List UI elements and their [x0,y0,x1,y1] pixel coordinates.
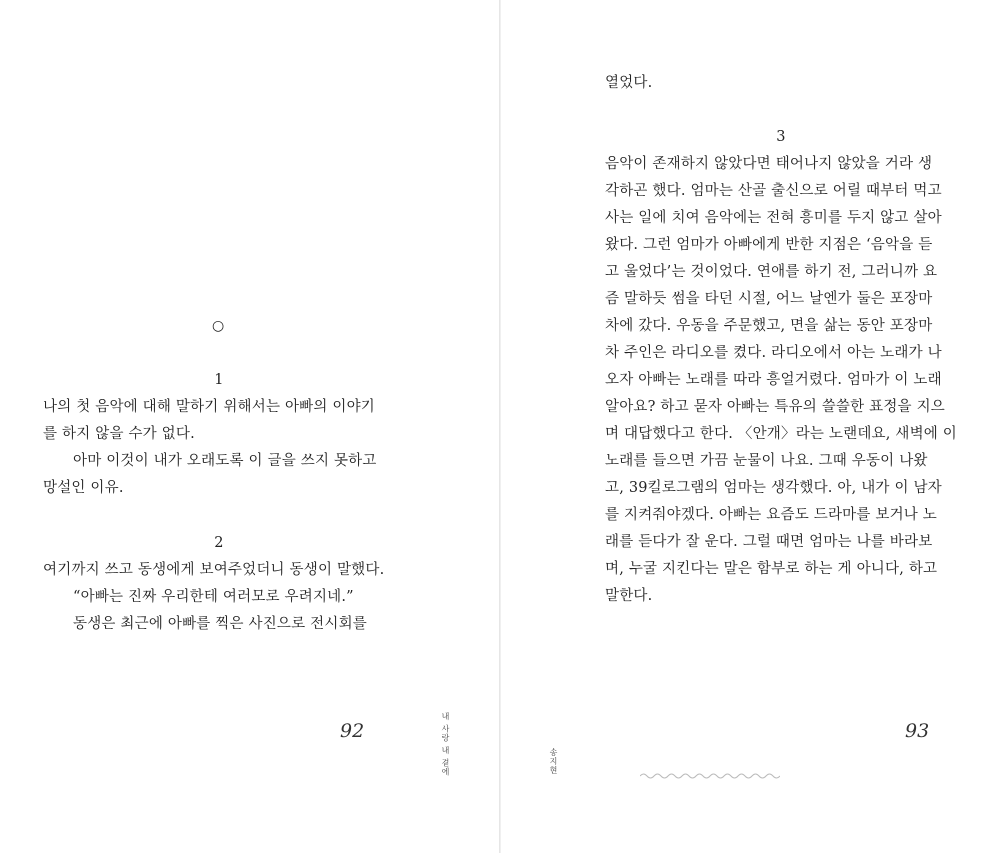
right-text-line: 를 지켜줘야겠다. 아빠는 요즘도 드라마를 보거나 노 [605,507,938,523]
right-text-line: 고, 39킬로그램의 엄마는 생각했다. 아, 내가 이 남자 [605,480,942,496]
left-text-line: 망설인 이유. [43,480,124,496]
right-text-line: 열었다. [605,75,653,91]
right-text-line: 즘 말하듯 썸을 타던 시절, 어느 날엔가 둘은 포장마 [605,291,933,307]
left-text-line: “아빠는 진짜 우리한테 여러모로 우려지네.” [73,589,354,605]
page-number-left: 92 [340,720,365,742]
left-text-line: 동생은 최근에 아빠를 찍은 사진으로 전시회를 [73,616,367,632]
section-number-3: 3 [776,129,786,145]
right-text-line: 차 주인은 라디오를 켰다. 라디오에서 아는 노래가 나 [605,345,942,361]
running-title: 내 사랑 내 곁에 [441,712,450,777]
right-text-line: 차에 갔다. 우동을 주문했고, 면을 삶는 동안 포장마 [605,318,933,334]
book-spine [499,0,501,853]
right-text-line: 며, 누굴 지킨다는 말은 함부로 하는 게 아니다, 하고 [605,561,938,577]
left-text-line: 나의 첫 음악에 대해 말하기 위해서는 아빠의 이야기 [43,399,376,415]
right-text-line: 말한다. [605,588,653,604]
left-text-line: 아마 이것이 내가 오래도록 이 글을 쓰지 못하고 [73,453,377,469]
right-text-line: 각하곤 했다. 엄마는 산골 출신으로 어릴 때부터 먹고 [605,183,942,199]
right-text-line: 음악이 존재하지 않았다면 태어나지 않았을 거라 생 [605,156,933,172]
right-text-line: 고 울었다’는 것이었다. 연애를 하기 전, 그러니까 요 [605,264,938,280]
section-number-1: 1 [214,372,224,388]
page-number-right: 93 [905,720,930,742]
wavy-divider [640,772,780,780]
left-text-line: 를 하지 않을 수가 없다. [43,426,195,442]
section-ornament: ○ [212,318,225,334]
right-text-line: 며 대답했다고 한다. 〈안개〉라는 노랜데요, 새벽에 이 [605,426,958,442]
right-text-line: 알아요? 하고 묻자 아빠는 특유의 쓸쓸한 표정을 지으 [605,399,945,415]
right-text-line: 래를 듣다가 잘 운다. 그럴 때면 엄마는 나를 바라보 [605,534,933,550]
left-text-line: 여기까지 쓰고 동생에게 보여주었더니 동생이 말했다. [43,562,385,578]
right-text-line: 사는 일에 치여 음악에는 전혀 흥미를 두지 않고 살아 [605,210,942,226]
right-text-line: 오자 아빠는 노래를 따라 흥얼거렸다. 엄마가 이 노래 [605,372,942,388]
section-number-2: 2 [214,535,224,551]
right-text-line: 왔다. 그런 엄마가 아빠에게 반한 지점은 ‘음악을 듣 [605,237,933,253]
right-text-line: 노래를 들으면 가끔 눈물이 나요. 그때 우동이 나왔 [605,453,928,469]
running-author: 송지현 [549,748,558,775]
